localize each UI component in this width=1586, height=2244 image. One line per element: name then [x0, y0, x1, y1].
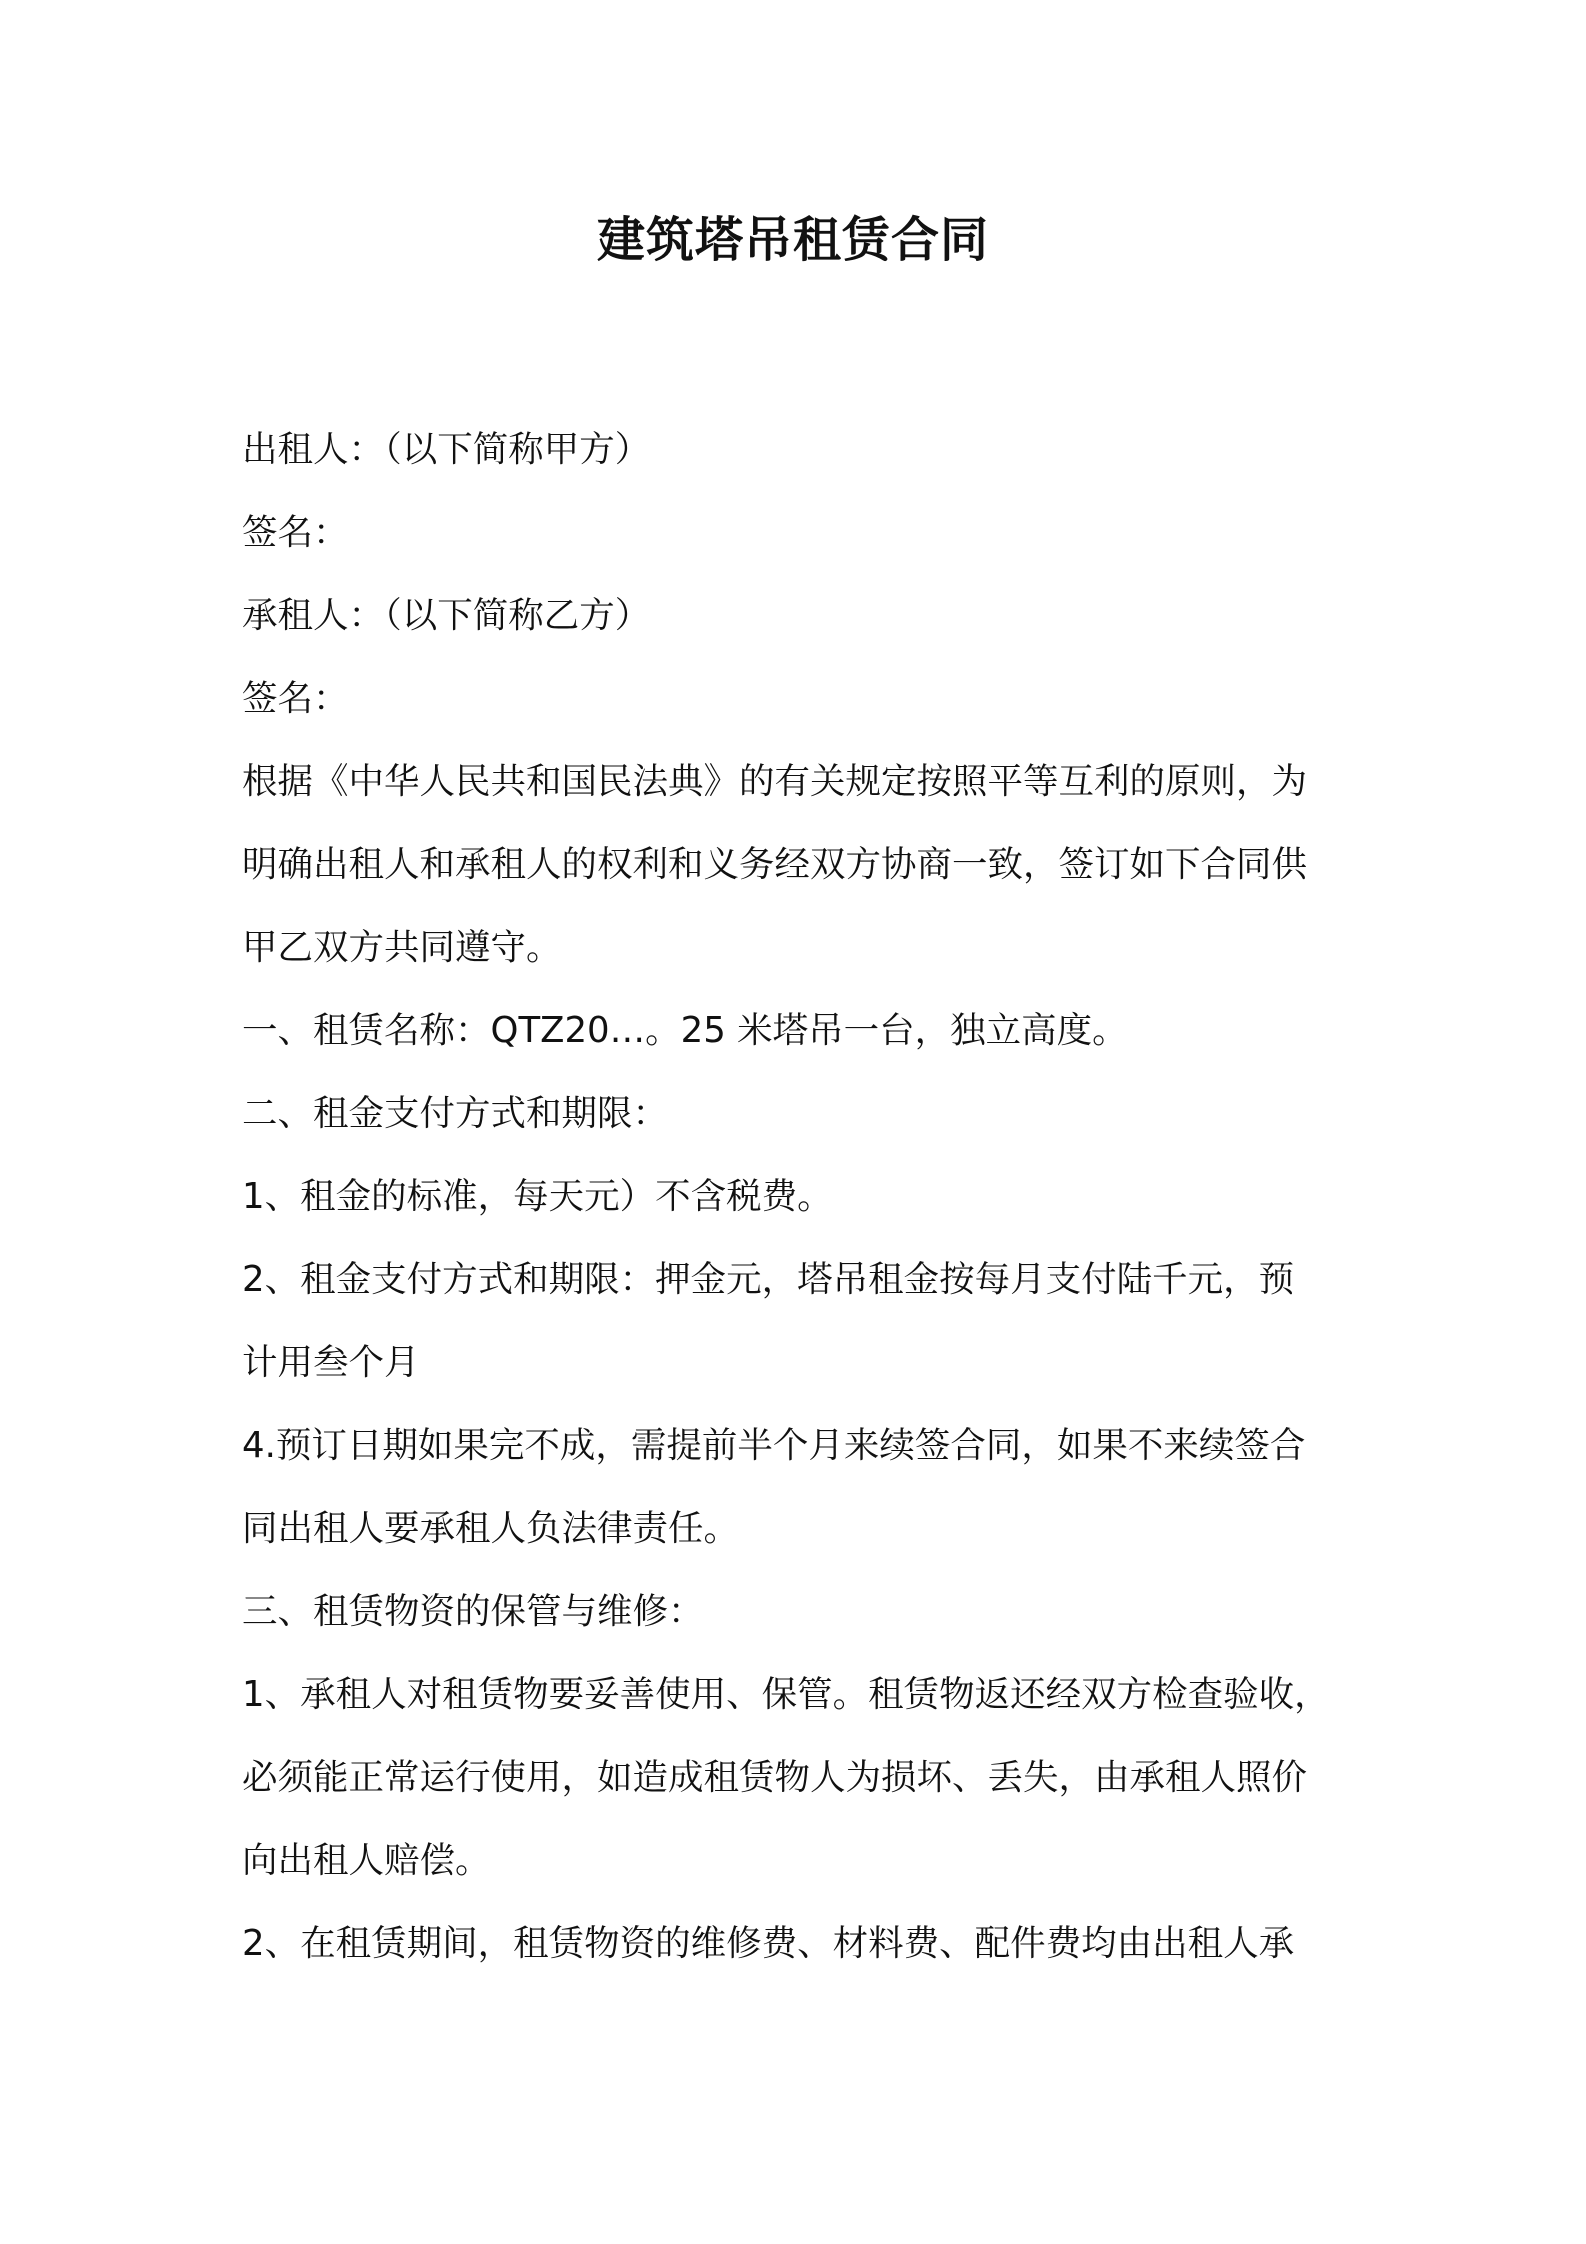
- clause-3-1-line-3: 向出租人赔偿。: [242, 1840, 491, 1881]
- clause-3-2-line-1: 2、在租赁期间，租赁物资的维修费、材料费、配件费均由出租人承: [242, 1923, 1295, 1964]
- clause-2-2-line-2: 计用叁个月: [242, 1342, 420, 1383]
- section-2-heading: 二、租金支付方式和期限：: [242, 1093, 669, 1134]
- lessor-line: 出租人：（以下简称甲方）: [242, 429, 651, 470]
- clause-2-2-line-1: 2、租金支付方式和期限：押金元，塔吊租金按每月支付陆千元，预: [242, 1259, 1295, 1300]
- section-1-rental-name: 一、租赁名称：QTZ20…。25 米塔吊一台，独立高度。: [242, 1010, 1128, 1051]
- lessor-signature-line: 签名：: [242, 512, 349, 553]
- document-title: 建筑塔吊租赁合同: [596, 212, 989, 268]
- lessee-line: 承租人：（以下简称乙方）: [242, 595, 651, 636]
- preamble-line-3: 甲乙双方共同遵守。: [242, 927, 562, 968]
- clause-3-1-line-1: 1、承租人对租赁物要妥善使用、保管。租赁物返还经双方检查验收，: [242, 1674, 1330, 1715]
- clause-2-4-line-1: 4.预订日期如果完不成，需提前半个月来续签合同，如果不来续签合: [242, 1425, 1306, 1466]
- preamble-line-2: 明确出租人和承租人的权利和义务经双方协商一致，签订如下合同供: [242, 844, 1308, 885]
- lessee-signature-line: 签名：: [242, 678, 349, 719]
- preamble-line-1: 根据《中华人民共和国民法典》的有关规定按照平等互利的原则，为: [242, 761, 1308, 802]
- section-3-heading: 三、租赁物资的保管与维修：: [242, 1591, 704, 1632]
- clause-2-4-line-2: 同出租人要承租人负法律责任。: [242, 1508, 740, 1549]
- clause-2-1: 1、租金的标准，每天元）不含税费。: [242, 1176, 833, 1217]
- clause-3-1-line-2: 必须能正常运行使用，如造成租赁物人为损坏、丢失，由承租人照价: [242, 1757, 1308, 1798]
- document-body: [242, 408, 1362, 1985]
